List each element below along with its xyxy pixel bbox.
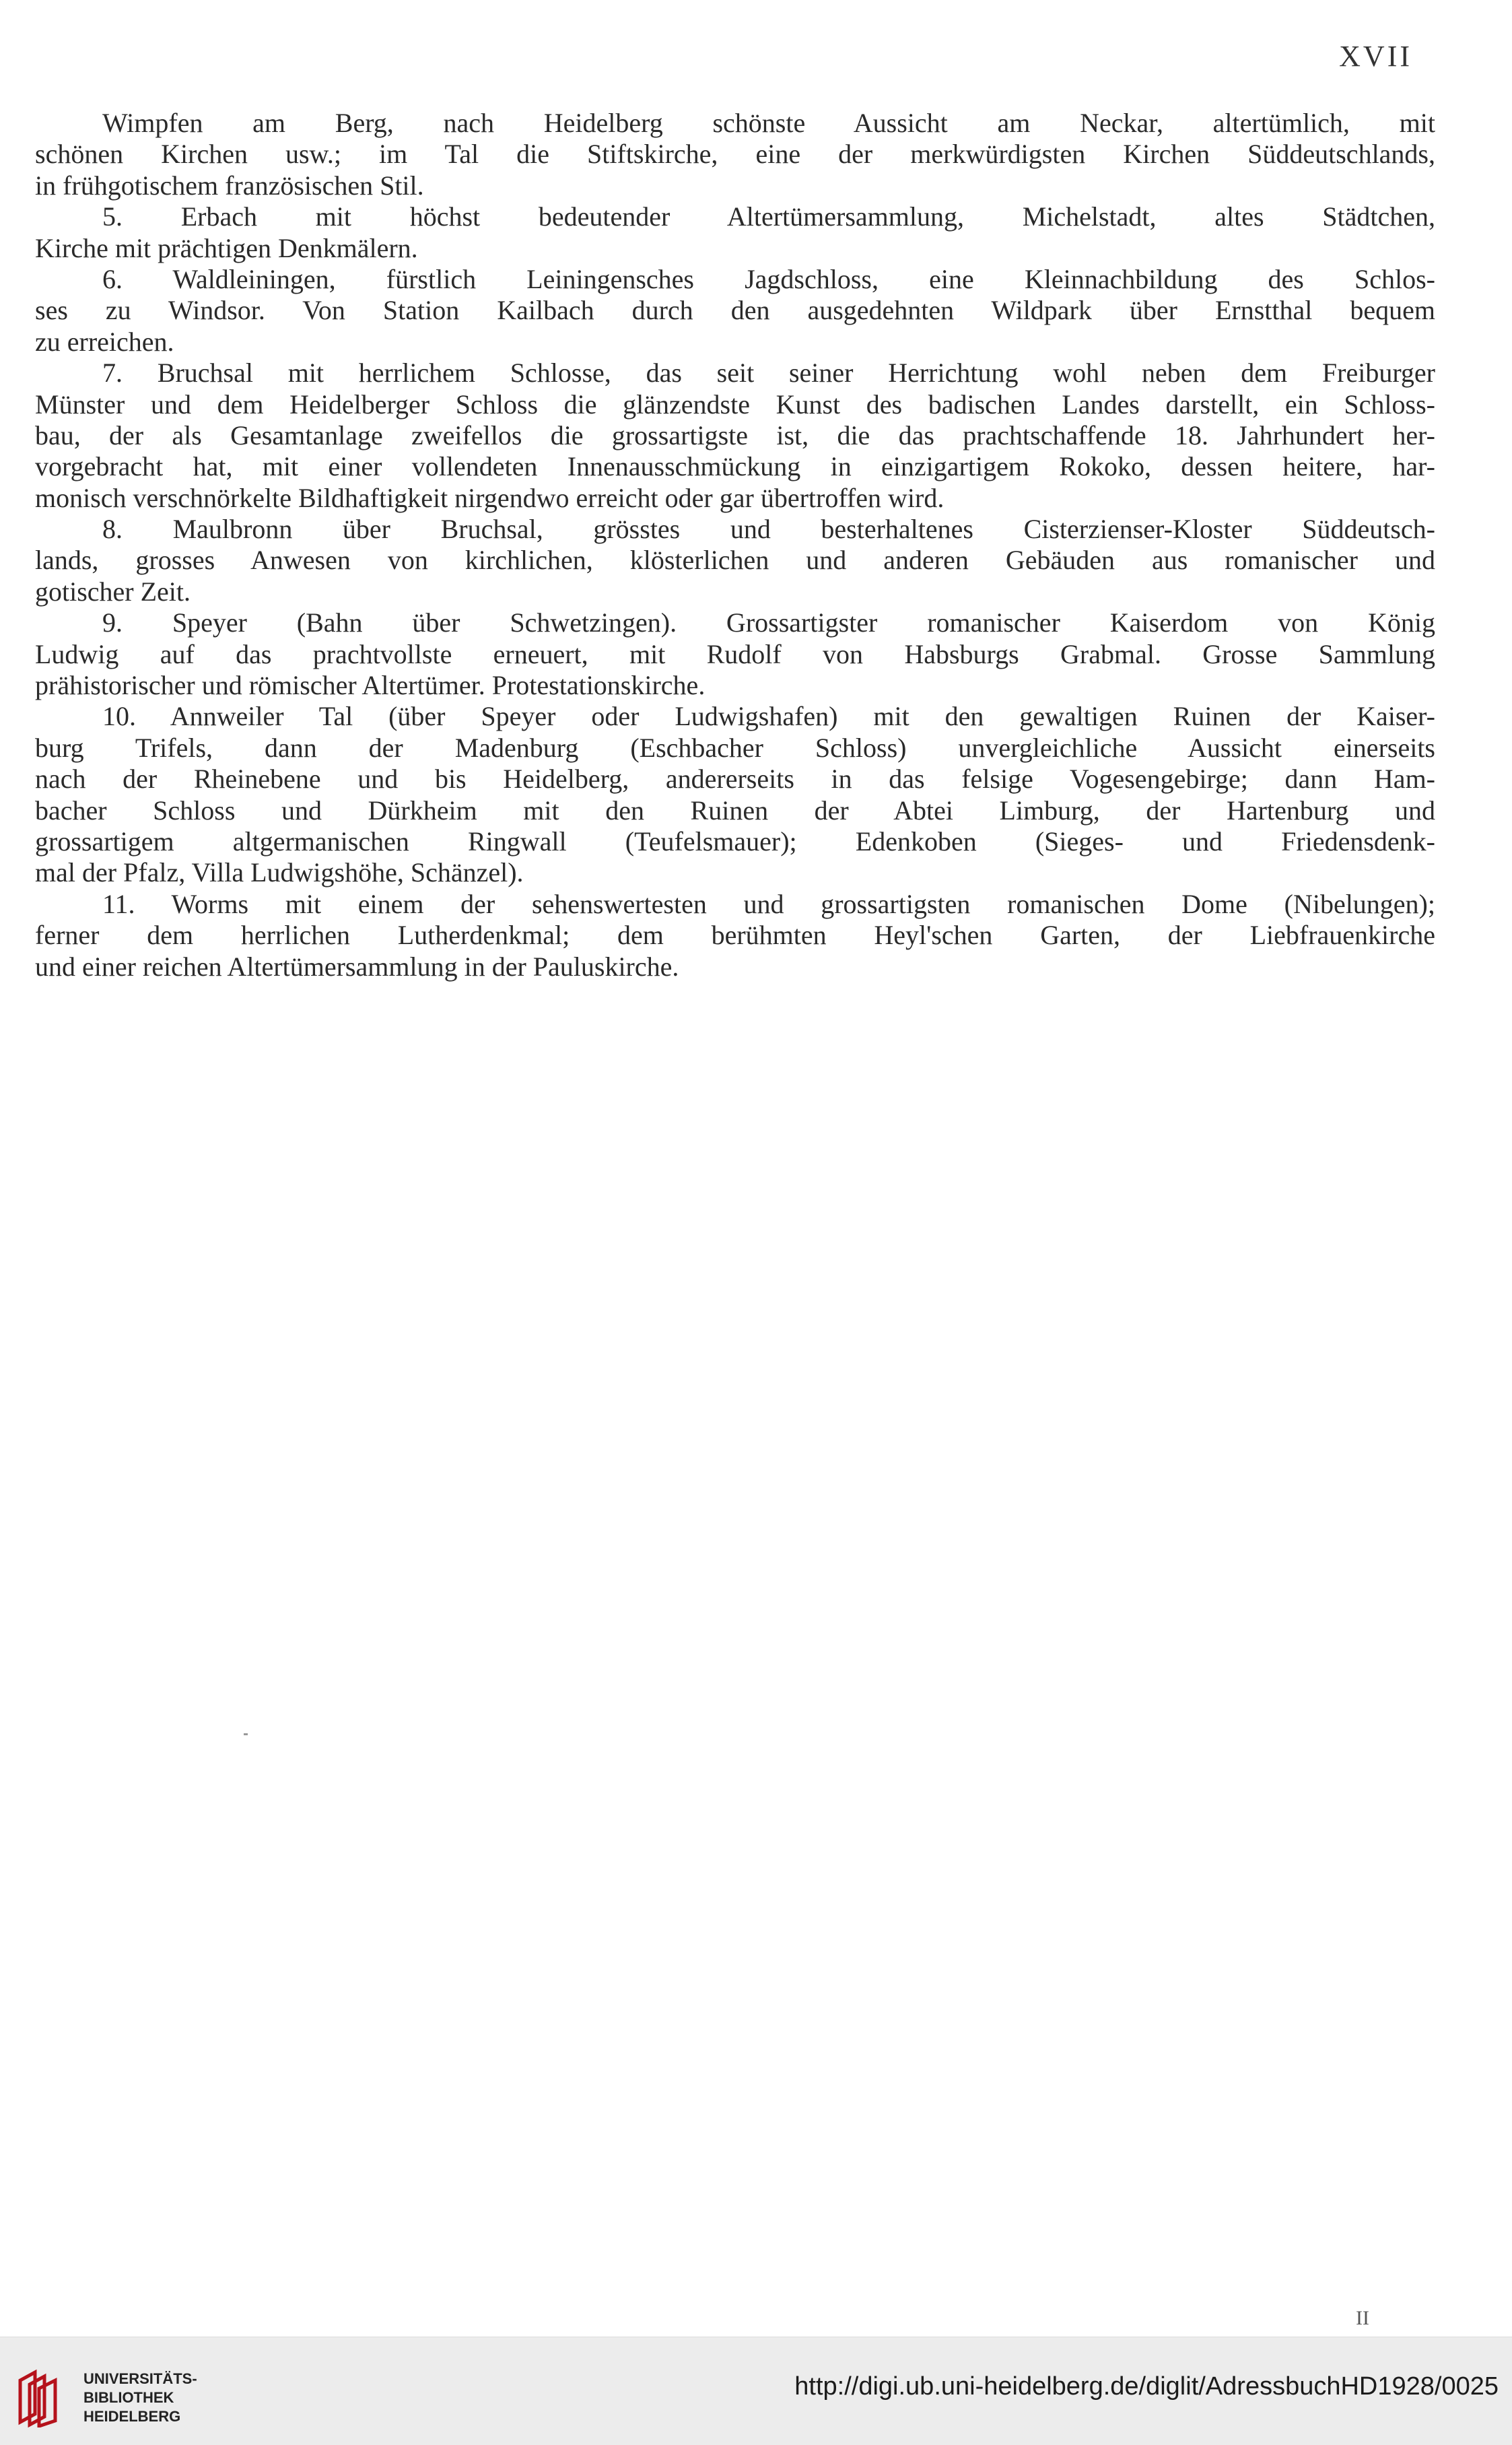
- text-line: mal der Pfalz, Villa Ludwigshöhe, Schänzel).: [35, 857, 524, 888]
- text-line: 6. Waldleiningen, fürstlich Leiningensches Jagdschloss, eine Kleinnachbildung des Schlos-: [102, 263, 1435, 294]
- logo-line: HEIDELBERG: [83, 2408, 181, 2425]
- text-line: 11. Worms mit einem der sehenswertesten und grossartigsten romanischen Dome (Nibelungen);: [102, 888, 1435, 919]
- text-line: 8. Maulbronn über Bruchsal, grösstes und besterhaltenes Cisterzienser-Kloster Süddeutsch-: [102, 514, 1435, 545]
- text-line: und einer reichen Altertümersammlung in der Pauluskirche.: [35, 951, 679, 982]
- paragraph-erbach: [35, 201, 1435, 264]
- text-line: bau, der als Gesamtanlage zweifellos die grossartigste ist, die das prachtschaffende 18. Jahrhundert her-: [35, 420, 1435, 450]
- paragraph-worms: [35, 889, 1435, 982]
- permalink-url[interactable]: http://digi.ub.uni-heidelberg.de/diglit/AdressbuchHD1928/0025: [794, 2372, 1499, 2401]
- text-line: Kirche mit prächtigen Denkmälern.: [35, 232, 418, 263]
- paragraph-bruchsal: [35, 358, 1435, 514]
- text-line: lands, grosses Anwesen von kirchlichen, klösterlichen und anderen Gebäuden aus romanischer und: [35, 545, 1435, 576]
- paragraph-maulbronn: [35, 514, 1435, 607]
- text-line: 7. Bruchsal mit herrlichem Schlosse, das seit seiner Herrichtung wohl neben dem Freiburger: [102, 358, 1435, 389]
- paragraph-waldleiningen: [35, 264, 1435, 358]
- page-number: XVII: [1339, 40, 1412, 73]
- paragraph-wimpfen: [35, 108, 1435, 201]
- page-speck: [244, 1733, 248, 1735]
- text-line: bacher Schloss und Dürkheim mit den Ruinen der Abtei Limburg, der Hartenburg und: [35, 795, 1435, 826]
- library-logo-icon[interactable]: [15, 2367, 66, 2427]
- text-line: grossartigem altgermanischen Ringwall (Teufelsmauer); Edenkoben (Sieges- und Friedensdenk-: [35, 826, 1435, 857]
- paragraph-speyer: [35, 607, 1435, 701]
- viewer-footer: [0, 2337, 1512, 2445]
- text-line: burg Trifels, dann der Madenburg (Eschbacher Schloss) unvergleichliche Aussicht einerseits: [35, 732, 1435, 763]
- text-line: ses zu Windsor. Von Station Kailbach durch den ausgedehnten Wildpark über Ernstthal bequem: [35, 295, 1435, 326]
- text-line: gotischer Zeit.: [35, 576, 191, 607]
- text-line: Münster und dem Heidelberger Schloss die glänzendste Kunst des badischen Landes darstellt, ein Schloss-: [35, 389, 1435, 420]
- text-line: Wimpfen am Berg, nach Heidelberg schönste Aussicht am Neckar, altertümlich, mit: [102, 108, 1435, 138]
- text-line: schönen Kirchen usw.; im Tal die Stiftskirche, eine der merkwürdigsten Kirchen Süddeutschlands,: [35, 139, 1435, 170]
- document-body: [35, 108, 1435, 982]
- logo-line: BIBLIOTHEK: [83, 2389, 174, 2406]
- paragraph-annweiler: [35, 701, 1435, 888]
- text-line: vorgebracht hat, mit einer vollendeten Innenausschmückung in einzigartigem Rokoko, dessen heitere, har-: [35, 451, 1435, 482]
- text-line: in frühgotischem französischen Stil.: [35, 170, 424, 201]
- text-line: ferner dem herrlichen Lutherdenkmal; dem berühmten Heyl'schen Garten, der Liebfrauenkirche: [35, 920, 1435, 951]
- text-line: 9. Speyer (Bahn über Schwetzingen). Grossartigster romanischer Kaiserdom von König: [102, 607, 1435, 638]
- text-line: zu erreichen.: [35, 326, 174, 357]
- text-line: 10. Annweiler Tal (über Speyer oder Ludwigshafen) mit den gewaltigen Ruinen der Kaiser-: [102, 701, 1435, 732]
- text-line: monisch verschnörkelte Bildhaftigkeit nirgendwo erreicht oder gar übertroffen wird.: [35, 482, 944, 513]
- text-line: 5. Erbach mit höchst bedeutender Altertümersammlung, Michelstadt, altes Städtchen,: [102, 201, 1435, 232]
- text-line: nach der Rheinebene und bis Heidelberg, andererseits in das felsige Vogesengebirge; dann Ham-: [35, 764, 1435, 795]
- signature-mark: II: [1356, 2307, 1369, 2329]
- text-line: prähistorischer und römischer Altertümer. Protestationskirche.: [35, 670, 706, 701]
- library-logo-text[interactable]: [83, 2370, 197, 2426]
- text-line: Ludwig auf das prachtvollste erneuert, mit Rudolf von Habsburgs Grabmal. Grosse Sammlung: [35, 638, 1435, 669]
- logo-line: UNIVERSITÄTS-: [83, 2370, 197, 2387]
